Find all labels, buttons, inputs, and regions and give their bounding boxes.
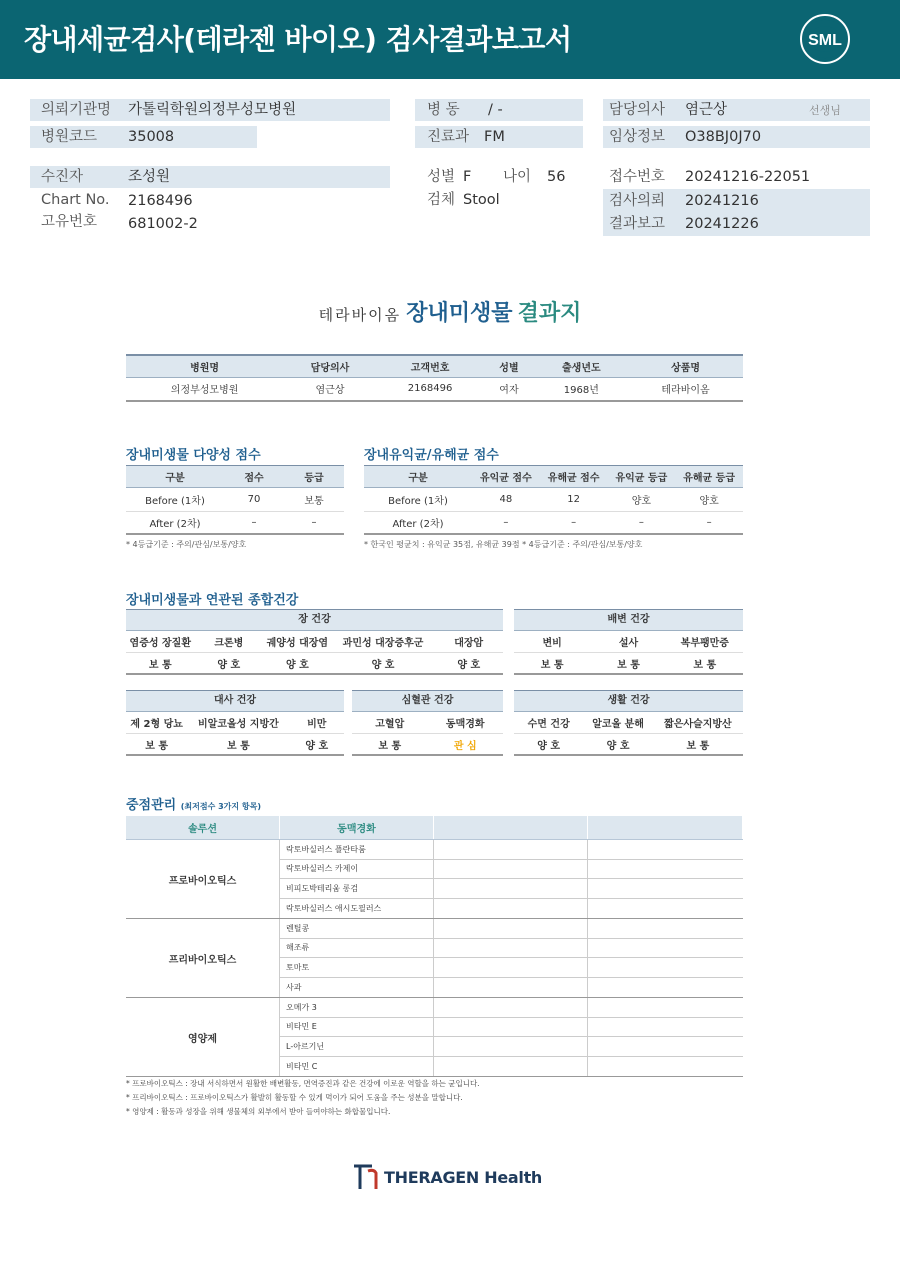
item-label: 토마토	[280, 958, 434, 977]
table-header-row	[126, 466, 344, 488]
metric-label: 크론병	[214, 638, 244, 649]
info-bar-patient	[30, 166, 390, 188]
col-header: 유해균 등급	[683, 473, 736, 484]
table-row	[126, 488, 344, 512]
metric-label: 동맥경화	[445, 719, 485, 730]
table-cell: 12	[567, 494, 580, 505]
request-value: 20241216	[685, 193, 759, 209]
sex-value: F	[463, 169, 472, 185]
hospital-code-label: 병원코드	[41, 129, 98, 145]
list-item	[280, 1037, 743, 1057]
life-health-group	[514, 690, 743, 756]
table-cell: 보통	[304, 496, 324, 507]
group-name: 영양제	[126, 998, 280, 1076]
item-label: 해조류	[280, 939, 434, 958]
col-header: 상품명	[671, 362, 701, 374]
col-header: 등급	[304, 473, 324, 484]
doctor-suffix: 선생님	[809, 104, 841, 117]
group-labels	[126, 712, 344, 734]
sex-label: 성별	[427, 169, 456, 185]
col-header: 솔루션	[126, 816, 280, 839]
unique-label: 고유번호	[41, 214, 98, 230]
group-title: 심혈관 건강	[352, 690, 503, 712]
metric-value: 보 통	[693, 659, 717, 671]
metabolic-health-group	[126, 690, 344, 756]
sml-logo-icon	[798, 12, 852, 66]
patient-summary-table	[126, 354, 743, 402]
focus-group-supplements	[126, 998, 743, 1077]
metric-value-warning: 관 심	[453, 740, 477, 752]
institution-label: 의뢰기관명	[41, 102, 112, 118]
metric-value: 보 통	[145, 740, 169, 752]
list-item	[280, 978, 743, 998]
table-cell: 의정부성모병원	[170, 385, 239, 397]
item-label: 락토바실러스 플란타룸	[280, 840, 434, 859]
cardio-health-group	[352, 690, 503, 756]
col-header: 출생년도	[562, 362, 601, 374]
metric-label: 알코올 분해	[592, 719, 644, 730]
ward-value: / -	[488, 102, 503, 118]
item-label: 비타민 E	[280, 1018, 434, 1037]
col-header: 점수	[244, 473, 264, 484]
metric-value: 양 호	[371, 659, 395, 671]
doctor-value: 염근상	[685, 102, 728, 118]
dept-label: 진료과	[427, 129, 470, 145]
table-cell: 염근상	[315, 385, 345, 397]
list-item	[280, 919, 743, 939]
group-title: 장 건강	[126, 609, 503, 631]
metric-label: 제 2형 당뇨	[130, 719, 183, 730]
group-labels	[126, 631, 503, 653]
group-values	[352, 734, 503, 756]
table-cell: 여자	[499, 385, 519, 397]
table-row	[126, 512, 344, 534]
specimen-label: 검체	[427, 192, 456, 208]
metric-label: 고혈압	[375, 719, 405, 730]
diversity-table	[126, 465, 344, 535]
group-title: 생활 건강	[514, 690, 743, 712]
list-item	[280, 1018, 743, 1038]
group-name: 프리바이오틱스	[126, 919, 280, 997]
col-header: 고객번호	[410, 362, 450, 374]
chart-label: Chart No.	[41, 192, 110, 208]
gut-health-group	[126, 609, 503, 675]
metric-value: 보 통	[378, 740, 402, 752]
item-label: L-아르기닌	[280, 1037, 434, 1056]
metric-label: 복부팽만증	[680, 638, 729, 649]
metric-value: 보 통	[148, 659, 172, 671]
item-label: 락토바실러스 카제이	[280, 860, 434, 879]
ward-label: 병 동	[427, 102, 460, 118]
table-cell: 테라바이옴	[661, 385, 710, 397]
table-cell: 양호	[631, 496, 652, 507]
metric-label: 변비	[542, 638, 562, 649]
item-label: 사과	[280, 978, 434, 998]
group-labels	[514, 631, 743, 653]
metric-value: 양 호	[606, 740, 630, 752]
list-item	[280, 879, 743, 899]
item-label: 렌틸콩	[280, 919, 434, 938]
table-header-row	[126, 355, 743, 377]
theragen-logo-icon	[352, 1163, 378, 1191]
report-title: 장내세균검사(테라젠 바이오) 검사결과보고서	[24, 23, 572, 56]
metric-label: 비만	[307, 719, 327, 730]
receipt-label: 접수번호	[609, 169, 666, 185]
focus-title	[126, 794, 261, 813]
item-label: 오메가 3	[280, 998, 434, 1017]
focus-title-text: 중점관리	[126, 798, 177, 813]
table-cell: –	[706, 516, 712, 528]
metric-label: 비알코올성 지방간	[198, 719, 279, 730]
metric-value: 보 통	[686, 740, 710, 752]
bacteria-table	[364, 465, 743, 535]
section-main-title	[0, 296, 900, 327]
diversity-title: 장내미생물 다양성 점수	[126, 448, 261, 463]
col-header: 구분	[408, 473, 428, 484]
metric-value: 보 통	[227, 740, 250, 752]
col-header: 성별	[499, 362, 519, 374]
col-header	[588, 816, 743, 839]
group-values	[514, 653, 743, 675]
metric-label: 대장암	[454, 638, 484, 649]
bowel-health-group	[514, 609, 743, 675]
table-header-row	[364, 466, 743, 488]
col-header: 구분	[165, 473, 185, 484]
diversity-note: * 4등급기준 : 주의/관심/보통/양호	[126, 540, 247, 549]
list-item	[280, 1057, 743, 1077]
title-part3: 결과지	[517, 301, 582, 326]
col-header: 동맥경화	[280, 816, 434, 839]
group-labels	[514, 712, 743, 734]
dept-value: FM	[484, 129, 505, 145]
group-values	[126, 734, 344, 756]
table-cell: Before (1차)	[145, 496, 205, 507]
overall-title: 장내미생물과 연관된 종합건강	[126, 593, 299, 608]
metric-label: 궤양성 대장염	[266, 638, 329, 649]
age-label: 나이	[503, 169, 532, 185]
focus-table	[126, 816, 743, 1077]
group-values	[126, 653, 503, 675]
table-row	[364, 488, 743, 512]
table-cell: 1968년	[563, 385, 599, 397]
table-cell: After (2차)	[149, 518, 201, 530]
bacteria-title: 장내유익균/유해균 점수	[364, 448, 499, 463]
item-label: 비피도박테리움 롱검	[280, 879, 434, 898]
institution-value: 가톨릭학원의정부성모병원	[128, 102, 297, 118]
age-value: 56	[547, 169, 566, 185]
brand-text: THERAGEN Health	[384, 1167, 543, 1187]
table-cell: After (2차)	[392, 518, 444, 530]
theragen-brand	[352, 1162, 542, 1192]
result-label: 결과보고	[609, 216, 666, 232]
list-item	[280, 998, 743, 1018]
footnote: * 프로바이오틱스 : 장내 서식하면서 원활한 배변활동, 면역증진과 같은 건강에 이로운 역할을 하는 균입니다.	[126, 1079, 480, 1088]
group-values	[514, 734, 743, 756]
table-cell: –	[251, 516, 257, 528]
request-label: 검사의뢰	[609, 193, 666, 209]
metric-value: 양 호	[285, 659, 309, 671]
receipt-value: 20241216-22051	[685, 169, 811, 185]
metric-value: 양 호	[457, 659, 481, 671]
table-cell: –	[311, 516, 317, 528]
focus-group-prebiotics	[126, 919, 743, 998]
footnote: * 영양제 : 활동과 성장을 위해 생물체의 외부에서 받아 들여야하는 화합물입니다.	[126, 1107, 391, 1116]
list-item	[280, 958, 743, 978]
list-item	[280, 860, 743, 880]
table-cell: 양호	[699, 496, 719, 507]
group-title: 배변 건강	[514, 609, 743, 631]
metric-label: 짧은사슬지방산	[664, 719, 732, 730]
metric-label: 설사	[618, 638, 639, 649]
table-cell: –	[638, 516, 644, 528]
hospital-code-value: 35008	[128, 129, 175, 145]
table-cell: 2168496	[407, 383, 453, 395]
metric-value: 양 호	[305, 740, 329, 752]
col-header: 담당의사	[310, 362, 350, 374]
specimen-value: Stool	[463, 192, 500, 208]
logo-text: SML	[808, 32, 842, 49]
col-header: 유익균 등급	[615, 473, 668, 484]
list-item	[280, 899, 743, 919]
metric-value: 보 통	[540, 659, 564, 671]
table-cell: 70	[247, 494, 261, 505]
item-label: 비타민 C	[280, 1057, 434, 1077]
focus-group-probiotics	[126, 840, 743, 919]
table-cell: Before (1차)	[388, 496, 448, 507]
clinical-value: O38BJ0J70	[685, 129, 762, 145]
clinical-label: 임상정보	[609, 129, 666, 145]
patient-label: 수진자	[41, 169, 84, 185]
table-cell: –	[571, 516, 577, 528]
table-row	[364, 512, 743, 534]
list-item	[280, 939, 743, 959]
footnote: * 프리바이오틱스 : 프로바이오틱스가 활발히 활동할 수 있게 먹이가 되어 도움을 주는 성분을 말합니다.	[126, 1093, 463, 1102]
item-label: 락토바실러스 애시도필러스	[280, 899, 434, 919]
table-row	[126, 377, 743, 401]
metric-value: 양 호	[217, 659, 241, 671]
group-name: 프로바이오틱스	[126, 840, 280, 918]
col-header	[434, 816, 588, 839]
metric-label: 과민성 대장증후군	[342, 638, 424, 649]
metric-value: 보 통	[617, 659, 640, 671]
bacteria-note: * 한국인 평균치 : 유익균 35점, 유해균 39점 * 4등급기준 : 주의/관심/보통/양호	[364, 540, 643, 549]
col-header: 병원명	[190, 362, 220, 374]
focus-subtitle: (최저점수 3가지 항목)	[180, 802, 262, 811]
doctor-label: 담당의사	[609, 102, 666, 118]
result-value: 20241226	[685, 216, 759, 232]
group-title: 대사 건강	[126, 690, 344, 712]
metric-value: 양 호	[537, 740, 561, 752]
col-header: 유해균 점수	[547, 473, 600, 484]
table-cell: 48	[499, 494, 513, 505]
col-header: 유익균 점수	[479, 473, 532, 484]
metric-label: 수면 건강	[527, 719, 570, 730]
report-header	[0, 0, 900, 79]
title-part2: 장내미생물	[406, 301, 513, 326]
table-cell: –	[503, 516, 509, 528]
metric-label: 염증성 장질환	[129, 638, 191, 649]
group-labels	[352, 712, 503, 734]
focus-header-row	[126, 816, 743, 840]
unique-value: 681002-2	[128, 216, 198, 232]
list-item	[280, 840, 743, 860]
title-part1: 테라바이옴	[318, 306, 402, 324]
chart-value: 2168496	[128, 193, 193, 209]
patient-value: 조성원	[128, 169, 171, 185]
